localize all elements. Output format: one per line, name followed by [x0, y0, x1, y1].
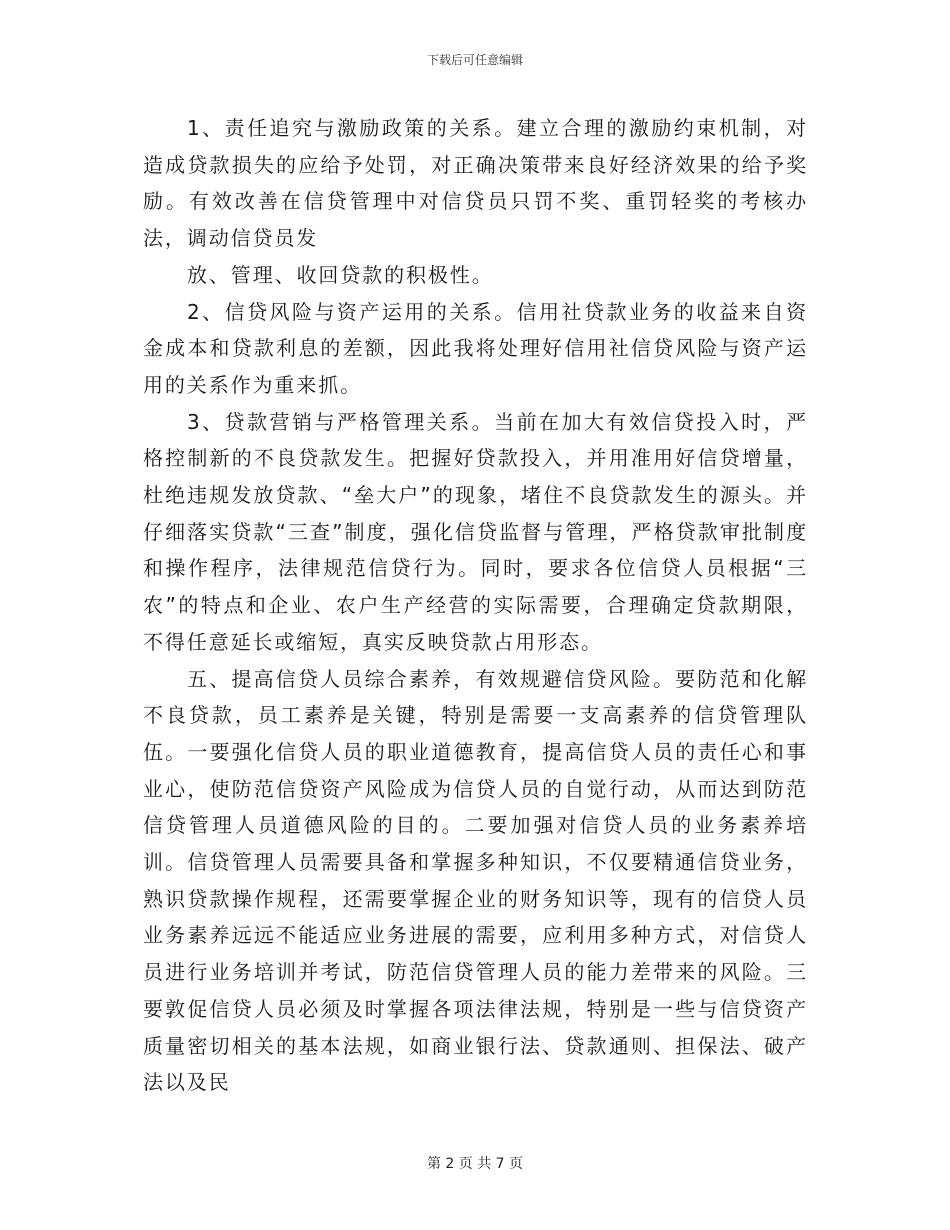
page-header-note: 下载后可任意编辑: [426, 53, 523, 67]
paragraph-5: 五、提高信贷人员综合素养，有效规避信贷风险。要防范和化解不良贷款，员工素养是关键，特别是需要一支高素养的信贷管理队伍。一要强化信贷人员的职业道德教育，提高信贷人员的责任心和事业心，使防范信贷资产风险成为信贷人员的自觉行动，从而达到防范信贷管理人员道德风险的目的。二要加强对信贷人员的业务素养培训。信贷管理人员需要具备和掌握多种知识，不仅要精通信贷业务，熟识贷款操作规程，还需要掌握企业的财务知识等，现有的信贷人员业务素养远远不能适应业务进展的需要，应利用多种方式，对信贷人员进行业务培训并考试，防范信贷管理人员的能力差带来的风险。三要敦促信贷人员必须及时掌握各项法律法规，特别是一些与信贷资产质量密切相关的基本法规，如商业银行法、贷款通则、担保法、破产法以及民: [143, 666, 808, 1095]
paragraph-3: 2、信贷风险与资产运用的关系。信用社贷款业务的收益来自资金成本和贷款利息的差额，因此我将处理好信用社信贷风险与资产运用的关系作为重来抓。: [143, 299, 808, 397]
page-number: 第 2 页 共 7 页: [426, 1156, 524, 1172]
paragraph-2: 放、管理、收回贷款的积极性。: [187, 262, 494, 287]
document-body: [143, 110, 808, 1101]
paragraph-4: 3、贷款营销与严格管理关系。当前在加大有效信贷投入时，严格控制新的不良贷款发生。把握好贷款投入，并用准用好信贷增量，杜绝违规发放贷款、“垒大户”的现象，堵住不良贷款发生的源头。并仔细落实贷款“三查”制度，强化信贷监督与管理，严格贷款审批制度和操作程序，法律规范信贷行为。同时，要求各位信贷人员根据“三农”的特点和企业、农户生产经营的实际需要，合理确定贷款期限，不得任意延长或缩短，真实反映贷款占用形态。: [143, 409, 808, 654]
paragraph-1: 1、责任追究与激励政策的关系。建立合理的激励约束机制，对造成贷款损失的应给予处罚，对正确决策带来良好经济效果的给予奖励。有效改善在信贷管理中对信贷员只罚不奖、重罚轻奖的考核办法，调动信贷员发: [143, 116, 808, 251]
